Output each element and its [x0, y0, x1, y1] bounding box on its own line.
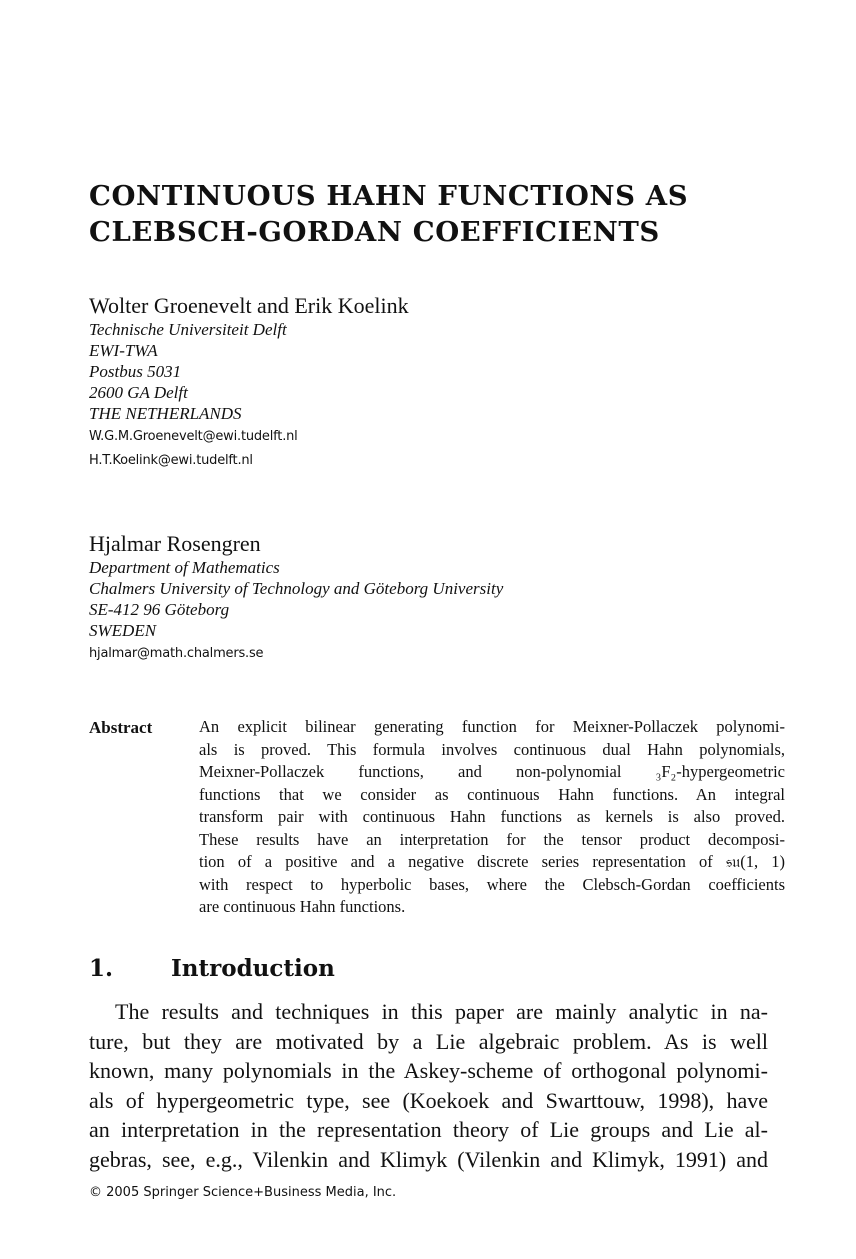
abstract-line: These results have an interpretation for the tensor product decomposi- — [199, 829, 785, 849]
body-line: als of hypergeometric type, see (Koekoek and Swarttouw, 1998), have — [89, 1087, 768, 1113]
abstract-line: functions that we consider as continuous Hahn functions. An integral — [199, 784, 785, 804]
section-number: 1. — [89, 955, 114, 982]
affiliation-line: Postbus 5031 — [89, 362, 182, 381]
title-line: CLEBSCH-GORDAN COEFFICIENTS — [89, 216, 660, 248]
abstract-line: tion of a positive and a negative discrete series representation of 𝔰𝔲(1, 1) — [199, 852, 785, 871]
author-names: Wolter Groenevelt and Erik Koelink — [89, 293, 409, 318]
abstract-line: Meixner-Pollaczek functions, and non-polynomial ₃F₂-hypergeometric — [199, 762, 785, 781]
body-line: an interpretation in the representation theory of Lie groups and Lie al- — [89, 1117, 768, 1142]
affiliation-line: 2600 GA Delft — [89, 383, 188, 402]
abstract-line: An explicit bilinear generating function for Meixner-Pollaczek polynomi- — [199, 717, 785, 736]
abstract-line: als is proved. This formula involves continuous dual Hahn polynomials, — [199, 739, 785, 759]
author-email: W.G.M.Groenevelt@ewi.tudelft.nl — [89, 429, 298, 444]
copyright-footer: © 2005 Springer Science+Business Media, Inc. — [89, 1185, 397, 1200]
affiliation-line: EWI-TWA — [89, 341, 158, 360]
abstract-line: are continuous Hahn functions. — [199, 897, 406, 916]
body-line: known, many polynomials in the Askey-scheme of orthogonal polynomi- — [89, 1058, 768, 1083]
affiliation-line: SE-412 96 Göteborg — [89, 600, 230, 619]
affiliation-line: Department of Mathematics — [89, 558, 280, 577]
section-body — [89, 997, 768, 1174]
affiliation-line: THE NETHERLANDS — [89, 404, 242, 423]
abstract-line: with respect to hyperbolic bases, where the Clebsch-Gordan coefficients — [199, 874, 785, 894]
body-line: The results and techniques in this paper are mainly analytic in na- — [115, 999, 768, 1024]
title-line: CONTINUOUS HAHN FUNCTIONS AS — [89, 180, 689, 212]
author-block-2 — [89, 531, 503, 666]
affiliation-line: Technische Universiteit Delft — [89, 320, 287, 339]
affiliation-line: SWEDEN — [89, 621, 157, 640]
body-line: gebras, see, e.g., Vilenkin and Klimyk (Vilenkin and Klimyk, 1991) and — [89, 1146, 768, 1172]
paper-title — [89, 178, 688, 250]
author-email: H.T.Koelink@ewi.tudelft.nl — [89, 453, 253, 468]
section-heading — [89, 955, 335, 982]
author-names: Hjalmar Rosengren — [89, 531, 261, 556]
abstract-line: transform pair with continuous Hahn functions as kernels is also proved. — [199, 807, 785, 826]
abstract-label: Abstract — [89, 718, 153, 737]
abstract-body — [199, 716, 785, 919]
section-title: Introduction — [171, 955, 335, 982]
author-block-1 — [89, 293, 409, 473]
affiliation-line: Chalmers University of Technology and Göteborg University — [89, 579, 504, 598]
author-email: hjalmar@math.chalmers.se — [89, 646, 264, 661]
body-line: ture, but they are motivated by a Lie algebraic problem. As is well — [89, 1028, 768, 1054]
